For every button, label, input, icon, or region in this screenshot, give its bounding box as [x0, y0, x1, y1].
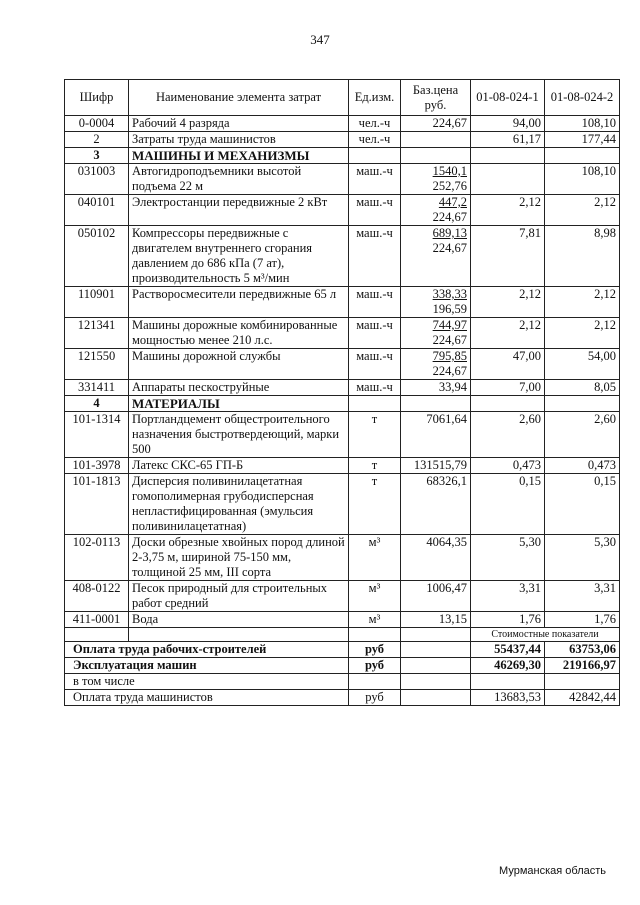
row-name: Машины дорожные комбинированные мощностью менее 210 л.с. [129, 318, 349, 349]
totals-unit: руб [349, 658, 401, 674]
row-unit: маш.-ч [349, 195, 401, 226]
row-price [401, 380, 471, 396]
row-name: Латекс СКС-65 ГП-Б [129, 458, 349, 474]
price-value: 7061,64 [426, 412, 467, 426]
section-title: МАШИНЫ И МЕХАНИЗМЫ [129, 148, 349, 164]
row-unit: маш.-ч [349, 349, 401, 380]
empty-cell [401, 690, 471, 706]
table-row [65, 380, 620, 396]
empty-cell [349, 628, 401, 642]
table-row [65, 226, 620, 287]
row-price [401, 116, 471, 132]
row-code: 050102 [65, 226, 129, 287]
totals-name: Эксплуатация машин [65, 658, 349, 674]
price-value: 338,33 [432, 287, 467, 301]
row-name: Автогидроподъемники высотой подъема 22 м [129, 164, 349, 195]
row-value-1: 61,17 [471, 132, 545, 148]
totals-value-1 [471, 674, 545, 690]
totals-value-1: 13683,53 [471, 690, 545, 706]
row-name: Портландцемент общестроительного назначения быстротвердеющий, марки 500 [129, 412, 349, 458]
row-price [401, 318, 471, 349]
row-name: Электростанции передвижные 2 кВт [129, 195, 349, 226]
section-title: МАТЕРИАЛЫ [129, 396, 349, 412]
row-value-1: 0,473 [471, 458, 545, 474]
row-name: Растворосмесители передвижные 65 л [129, 287, 349, 318]
price-value: 33,94 [438, 380, 467, 394]
row-code: 121550 [65, 349, 129, 380]
row-unit: маш.-ч [349, 380, 401, 396]
section-row [65, 148, 620, 164]
empty-cell [349, 396, 401, 412]
row-value-2: 1,76 [545, 612, 620, 628]
row-value-1: 94,00 [471, 116, 545, 132]
header-col2: 01-08-024-2 [545, 80, 620, 116]
row-unit: чел.-ч [349, 116, 401, 132]
totals-name: Оплата труда машинистов [65, 690, 349, 706]
totals-value-1: 55437,44 [471, 642, 545, 658]
row-unit: т [349, 412, 401, 458]
row-code: 0-0004 [65, 116, 129, 132]
row-price [401, 164, 471, 195]
footer-region: Мурманская область [499, 865, 606, 877]
row-unit: маш.-ч [349, 318, 401, 349]
empty-cell [65, 628, 129, 642]
row-name: Доски обрезные хвойных пород длиной 2-3,75 м, шириной 75-150 мм, толщиной 25 мм, III сорта [129, 535, 349, 581]
header-name: Наименование элемента затрат [129, 80, 349, 116]
row-price [401, 458, 471, 474]
empty-cell [401, 642, 471, 658]
cost-header-row [65, 628, 620, 642]
row-value-2: 0,473 [545, 458, 620, 474]
row-value-2: 3,31 [545, 581, 620, 612]
row-unit: м³ [349, 612, 401, 628]
empty-cell [545, 396, 620, 412]
price-secondary: 196,59 [432, 302, 467, 316]
row-value-2: 2,12 [545, 318, 620, 349]
row-value-2: 0,15 [545, 474, 620, 535]
header-code: Шифр [65, 80, 129, 116]
row-unit: т [349, 458, 401, 474]
price-value: 447,2 [438, 195, 467, 209]
price-secondary: 224,67 [432, 210, 467, 224]
table-row [65, 535, 620, 581]
row-value-1: 47,00 [471, 349, 545, 380]
row-value-2: 108,10 [545, 116, 620, 132]
empty-cell [401, 148, 471, 164]
price-secondary: 224,67 [432, 241, 467, 255]
row-unit: т [349, 474, 401, 535]
totals-value-2: 63753,06 [545, 642, 620, 658]
empty-cell [401, 658, 471, 674]
row-value-1: 2,12 [471, 287, 545, 318]
table-row [65, 132, 620, 148]
row-name: Машины дорожной службы [129, 349, 349, 380]
price-secondary: 252,76 [432, 179, 467, 193]
empty-cell [129, 628, 349, 642]
table-row [65, 287, 620, 318]
header-price: Баз.цена руб. [401, 80, 471, 116]
row-value-2: 2,12 [545, 287, 620, 318]
price-value: 795,85 [432, 349, 467, 363]
row-price [401, 226, 471, 287]
row-code: 331411 [65, 380, 129, 396]
price-value: 4064,35 [426, 535, 467, 549]
row-unit: чел.-ч [349, 132, 401, 148]
price-value: 68326,1 [426, 474, 467, 488]
table-row [65, 581, 620, 612]
totals-row [65, 642, 620, 658]
row-value-1: 7,00 [471, 380, 545, 396]
totals-row [65, 658, 620, 674]
row-value-1: 2,12 [471, 318, 545, 349]
table-header-row [65, 80, 620, 116]
totals-row [65, 674, 620, 690]
header-col1: 01-08-024-1 [471, 80, 545, 116]
price-value: 689,13 [432, 226, 467, 240]
row-price [401, 349, 471, 380]
row-code: 2 [65, 132, 129, 148]
empty-cell [401, 674, 471, 690]
totals-value-2: 219166,97 [545, 658, 620, 674]
price-value: 131515,79 [413, 458, 467, 472]
row-name: Затраты труда машинистов [129, 132, 349, 148]
row-unit: м³ [349, 581, 401, 612]
cost-header: Стоимостные показатели [471, 628, 620, 642]
row-value-1: 7,81 [471, 226, 545, 287]
row-name: Дисперсия поливинилацетатная гомополимерная грубодисперсная непластифицированная (эмульсия поливинилацетатная) [129, 474, 349, 535]
empty-cell [545, 148, 620, 164]
row-value-2: 2,60 [545, 412, 620, 458]
row-code: 040101 [65, 195, 129, 226]
row-value-1: 1,76 [471, 612, 545, 628]
table-row [65, 612, 620, 628]
row-code: 101-1813 [65, 474, 129, 535]
cost-table [64, 79, 620, 706]
row-name: Аппараты пескоструйные [129, 380, 349, 396]
empty-cell [471, 396, 545, 412]
row-value-2: 8,98 [545, 226, 620, 287]
page-number: 347 [310, 32, 330, 47]
row-name: Рабочий 4 разряда [129, 116, 349, 132]
empty-cell [349, 148, 401, 164]
header-unit: Ед.изм. [349, 80, 401, 116]
totals-name: Оплата труда рабочих-строителей [65, 642, 349, 658]
totals-value-2 [545, 674, 620, 690]
row-code: 101-1314 [65, 412, 129, 458]
table-row [65, 349, 620, 380]
row-value-1 [471, 164, 545, 195]
row-code: 121341 [65, 318, 129, 349]
price-secondary: 224,67 [432, 333, 467, 347]
row-name: Компрессоры передвижные с двигателем внутреннего сгорания давлением до 686 кПа (7 ат), производительность 5 м³/мин [129, 226, 349, 287]
row-price [401, 287, 471, 318]
row-value-2: 177,44 [545, 132, 620, 148]
totals-unit: руб [349, 642, 401, 658]
row-value-1: 0,15 [471, 474, 545, 535]
row-value-1: 2,60 [471, 412, 545, 458]
totals-name: в том числе [65, 674, 349, 690]
price-value: 13,15 [438, 612, 467, 626]
empty-cell [471, 148, 545, 164]
row-value-1: 2,12 [471, 195, 545, 226]
row-code: 408-0122 [65, 581, 129, 612]
row-code: 110901 [65, 287, 129, 318]
row-unit: маш.-ч [349, 164, 401, 195]
row-price [401, 195, 471, 226]
row-code: 031003 [65, 164, 129, 195]
price-value: 1540,1 [432, 164, 467, 178]
row-price [401, 474, 471, 535]
empty-cell [401, 628, 471, 642]
table-body [65, 116, 620, 706]
totals-value-2: 42842,44 [545, 690, 620, 706]
price-value: 744,97 [432, 318, 467, 332]
row-value-2: 54,00 [545, 349, 620, 380]
row-value-1: 5,30 [471, 535, 545, 581]
totals-unit [349, 674, 401, 690]
row-value-1: 3,31 [471, 581, 545, 612]
row-unit: маш.-ч [349, 287, 401, 318]
row-value-2: 8,05 [545, 380, 620, 396]
totals-unit: руб [349, 690, 401, 706]
row-unit: м³ [349, 535, 401, 581]
row-code: 101-3978 [65, 458, 129, 474]
row-code: 411-0001 [65, 612, 129, 628]
totals-value-1: 46269,30 [471, 658, 545, 674]
row-code: 102-0113 [65, 535, 129, 581]
price-value: 1006,47 [426, 581, 467, 595]
table-row [65, 458, 620, 474]
row-name: Вода [129, 612, 349, 628]
row-code: 3 [65, 148, 129, 164]
row-name: Песок природный для строительных работ средний [129, 581, 349, 612]
table-row [65, 195, 620, 226]
section-row [65, 396, 620, 412]
empty-cell [401, 396, 471, 412]
table-row [65, 164, 620, 195]
table-row [65, 474, 620, 535]
row-price [401, 412, 471, 458]
row-price [401, 535, 471, 581]
row-value-2: 108,10 [545, 164, 620, 195]
row-value-2: 2,12 [545, 195, 620, 226]
table-row [65, 116, 620, 132]
row-value-2: 5,30 [545, 535, 620, 581]
table-row [65, 412, 620, 458]
row-price [401, 581, 471, 612]
row-price [401, 612, 471, 628]
price-value: 224,67 [432, 116, 467, 130]
row-unit: маш.-ч [349, 226, 401, 287]
price-secondary: 224,67 [432, 364, 467, 378]
table-row [65, 318, 620, 349]
totals-row [65, 690, 620, 706]
row-code: 4 [65, 396, 129, 412]
row-price [401, 132, 471, 148]
